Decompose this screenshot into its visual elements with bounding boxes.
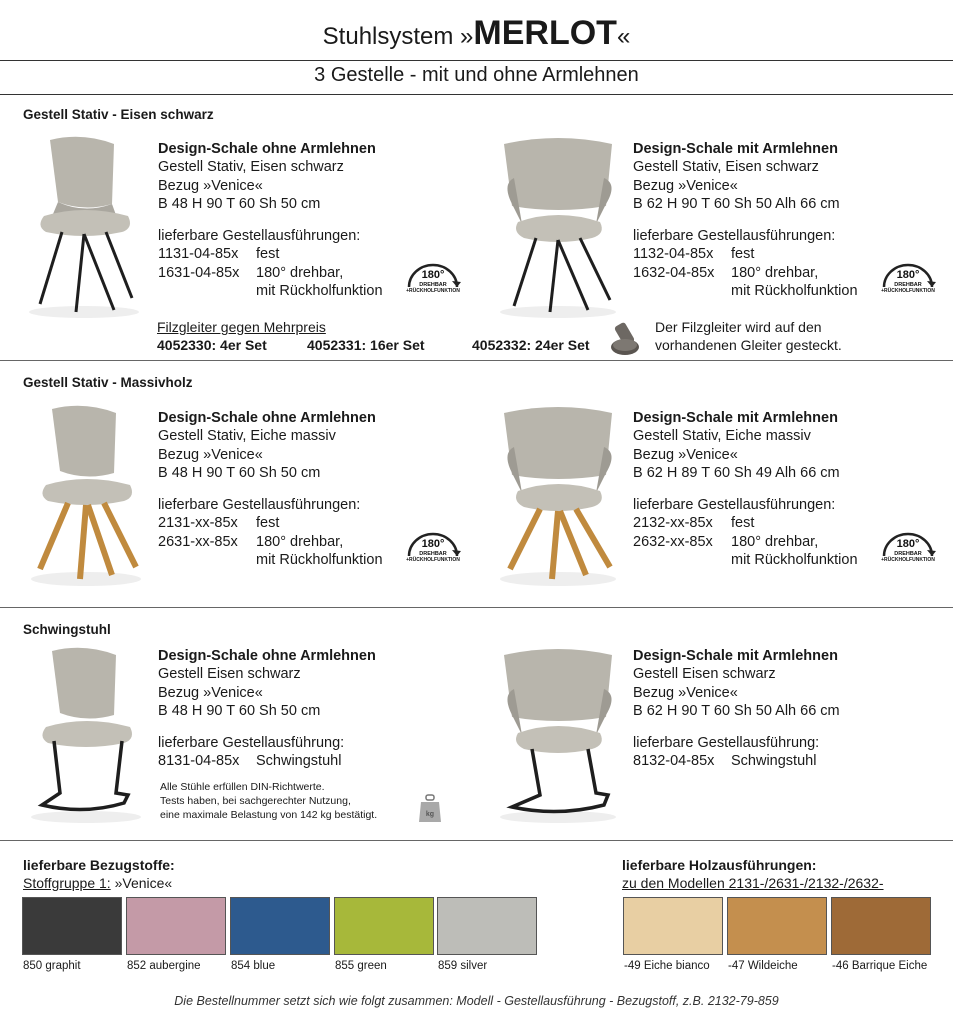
option-code: 1132-04-85x [633, 246, 714, 263]
option-code: 2632-xx-85x [633, 533, 713, 550]
product-dimensions: B 62 H 90 T 60 Sh 50 Alh 66 cm [633, 195, 840, 212]
option-code: 2132-xx-85x [633, 515, 713, 532]
option-text: 180° drehbar, [731, 264, 819, 281]
section-title-schwingstuhl: Schwingstuhl [23, 622, 111, 637]
fabric-label: 850 graphit [23, 960, 81, 972]
chair-image-stativ-eisen-with-arms [492, 134, 627, 319]
fabric-swatch-silver[interactable] [437, 897, 537, 955]
wood-swatch-eiche-bianco[interactable] [623, 897, 723, 955]
product-dimensions: B 62 H 90 T 60 Sh 50 Alh 66 cm [633, 702, 840, 719]
fabric-swatch-graphit[interactable] [22, 897, 122, 955]
product-dimensions: B 48 H 90 T 60 Sh 50 cm [158, 195, 321, 212]
product-cover: Bezug »Venice« [633, 684, 738, 701]
option-text: fest [256, 246, 280, 263]
fabric-group-link[interactable]: Stoffgruppe 1: [23, 875, 111, 891]
fabric-swatch-green[interactable] [334, 897, 434, 955]
felt-glider-link[interactable]: Filzgleiter gegen Mehrpreis [157, 319, 326, 335]
product-frame: Gestell Eisen schwarz [158, 666, 301, 683]
felt-set-24: 4052332: 24er Set [472, 337, 590, 353]
din-note: Alle Stühle erfüllen DIN-Richtwerte. Tests haben, bei sachgerechter Nutzung, eine maximale Belastung von 142 kg bestätigt. [160, 781, 378, 821]
svg-text:180°: 180° [421, 269, 445, 281]
option-text: mit Rückholfunktion [731, 552, 858, 569]
product-heading: Design-Schale mit Armlehnen [633, 410, 838, 426]
availability-label: lieferbare Gestellausführungen: [158, 497, 361, 514]
section-title-stativ-holz: Gestell Stativ - Massivholz [23, 375, 193, 390]
product-desc-2131 [158, 409, 383, 569]
option-text: mit Rückholfunktion [256, 552, 383, 569]
product-cover: Bezug »Venice« [633, 446, 738, 463]
option-code: 8132-04-85x [633, 753, 715, 770]
product-heading: Design-Schale mit Armlehnen [633, 648, 838, 664]
felt-glider-icon [607, 317, 643, 357]
product-frame: Gestell Stativ, Eiche massiv [158, 428, 336, 445]
product-heading: Design-Schale ohne Armlehnen [158, 410, 376, 426]
product-frame: Gestell Eisen schwarz [633, 666, 776, 683]
option-text: 180° drehbar, [731, 533, 819, 550]
felt-set-4: 4052330: 4er Set [157, 337, 267, 353]
product-desc-8131 [158, 647, 376, 771]
product-dimensions: B 48 H 90 T 60 Sh 50 cm [158, 464, 321, 481]
fabric-group-name: »Venice« [110, 875, 173, 891]
option-text: mit Rückholfunktion [256, 283, 383, 300]
option-code: 1631-04-85x [158, 264, 240, 281]
svg-text:+RÜCKHOLFUNKTION: +RÜCKHOLFUNKTION [406, 288, 460, 294]
product-desc-1132 [633, 140, 858, 300]
fabrics-heading: lieferbare Bezugstoffe: Stoffgruppe 1: »Venice« [23, 857, 175, 891]
svg-text:DREHBAR: DREHBAR [419, 551, 447, 557]
chair-image-stativ-holz-with-arms [492, 403, 627, 588]
product-dimensions: B 48 H 90 T 60 Sh 50 cm [158, 702, 321, 719]
wood-models-link[interactable]: zu den Modellen 2131-/2631-/2132-/2632- [622, 875, 884, 891]
option-text: fest [731, 246, 755, 263]
product-desc-2132 [633, 409, 858, 569]
option-text: Schwingstuhl [731, 753, 817, 770]
woods-heading: lieferbare Holzausführungen: zu den Modellen 2131-/2631-/2132-/2632- [622, 857, 884, 891]
page-subtitle: 3 Gestelle - mit und ohne Armlehnen [314, 64, 639, 86]
svg-text:DREHBAR: DREHBAR [419, 282, 447, 288]
fabric-label: 852 aubergine [127, 960, 201, 972]
fabric-label: 855 green [335, 960, 387, 972]
option-code: 1131-04-85x [158, 246, 239, 263]
svg-text:+RÜCKHOLFUNKTION: +RÜCKHOLFUNKTION [881, 288, 935, 294]
product-heading: Design-Schale ohne Armlehnen [158, 648, 376, 664]
svg-text:DREHBAR: DREHBAR [894, 551, 922, 557]
title-suffix: « [616, 23, 631, 50]
availability-label: lieferbare Gestellausführung: [158, 735, 345, 752]
felt-glider-info [157, 318, 326, 336]
svg-text:+RÜCKHOLFUNKTION: +RÜCKHOLFUNKTION [406, 557, 460, 563]
svg-text:+RÜCKHOLFUNKTION: +RÜCKHOLFUNKTION [881, 557, 935, 563]
option-text: Schwingstuhl [256, 753, 342, 770]
weight-icon [418, 794, 442, 824]
product-heading: Design-Schale ohne Armlehnen [158, 141, 376, 157]
svg-text:180°: 180° [896, 269, 920, 281]
svg-text:180°: 180° [421, 538, 445, 550]
option-code: 2631-xx-85x [158, 533, 238, 550]
chair-image-stativ-eisen-no-arms [22, 134, 147, 319]
option-text: mit Rückholfunktion [731, 283, 858, 300]
rotation-180-badge-icon [878, 530, 938, 570]
option-text: fest [731, 515, 755, 532]
section-divider [0, 360, 953, 361]
chair-image-stativ-holz-no-arms [24, 403, 149, 588]
order-number-footnote: Die Bestellnummer setzt sich wie folgt zusammen: Modell - Gestellausführung - Bezugstoff, z.B. 2132-79-859 [174, 994, 779, 1008]
product-heading: Design-Schale mit Armlehnen [633, 141, 838, 157]
availability-label: lieferbare Gestellausführungen: [633, 497, 836, 514]
product-desc-1131 [158, 140, 383, 300]
fabric-label: 854 blue [231, 960, 276, 972]
svg-text:kg: kg [425, 811, 435, 818]
section-divider [0, 840, 953, 841]
option-code: 8131-04-85x [158, 753, 240, 770]
chair-image-schwingstuhl-with-arms [492, 645, 627, 825]
title-prefix: Stuhlsystem » [322, 23, 474, 50]
availability-label: lieferbare Gestellausführung: [633, 735, 820, 752]
availability-label: lieferbare Gestellausführungen: [158, 228, 361, 245]
product-frame: Gestell Stativ, Eiche massiv [633, 428, 811, 445]
product-desc-8132 [633, 647, 840, 771]
svg-text:DREHBAR: DREHBAR [894, 282, 922, 288]
option-code: 1632-04-85x [633, 264, 715, 281]
wood-label: -46 Barrique Eiche [832, 960, 928, 972]
option-code: 2131-xx-85x [158, 515, 238, 532]
section-divider [0, 607, 953, 608]
availability-label: lieferbare Gestellausführungen: [633, 228, 836, 245]
fabric-swatch-aubergine[interactable] [126, 897, 226, 955]
wood-label: -47 Wildeiche [728, 960, 798, 972]
wood-label: -49 Eiche bianco [624, 960, 710, 972]
product-cover: Bezug »Venice« [633, 177, 738, 194]
rotation-180-badge-icon [878, 261, 938, 301]
felt-glider-note: Der Filzgleiter wird auf den vorhandenen Gleiter gesteckt. [655, 319, 842, 353]
wood-swatch-barrique-eiche[interactable] [831, 897, 931, 955]
product-frame: Gestell Stativ, Eisen schwarz [633, 159, 819, 176]
rotation-180-badge-icon [403, 261, 463, 301]
option-text: fest [256, 515, 280, 532]
product-cover: Bezug »Venice« [158, 446, 263, 463]
fabric-label: 859 silver [438, 960, 488, 972]
section-title-stativ-eisen: Gestell Stativ - Eisen schwarz [23, 107, 214, 122]
chair-image-schwingstuhl-no-arms [24, 645, 149, 825]
fabric-swatch-blue[interactable] [230, 897, 330, 955]
svg-text:180°: 180° [896, 538, 920, 550]
page-title [0, 14, 953, 53]
subtitle-divider [0, 94, 953, 95]
option-text: 180° drehbar, [256, 533, 344, 550]
wood-swatch-wildeiche[interactable] [727, 897, 827, 955]
product-cover: Bezug »Venice« [158, 177, 263, 194]
product-cover: Bezug »Venice« [158, 684, 263, 701]
option-text: 180° drehbar, [256, 264, 344, 281]
rotation-180-badge-icon [403, 530, 463, 570]
product-frame: Gestell Stativ, Eisen schwarz [158, 159, 344, 176]
header-divider [0, 60, 953, 61]
felt-set-16: 4052331: 16er Set [307, 337, 425, 353]
product-dimensions: B 62 H 89 T 60 Sh 49 Alh 66 cm [633, 464, 840, 481]
title-name: MERLOT [473, 14, 617, 52]
